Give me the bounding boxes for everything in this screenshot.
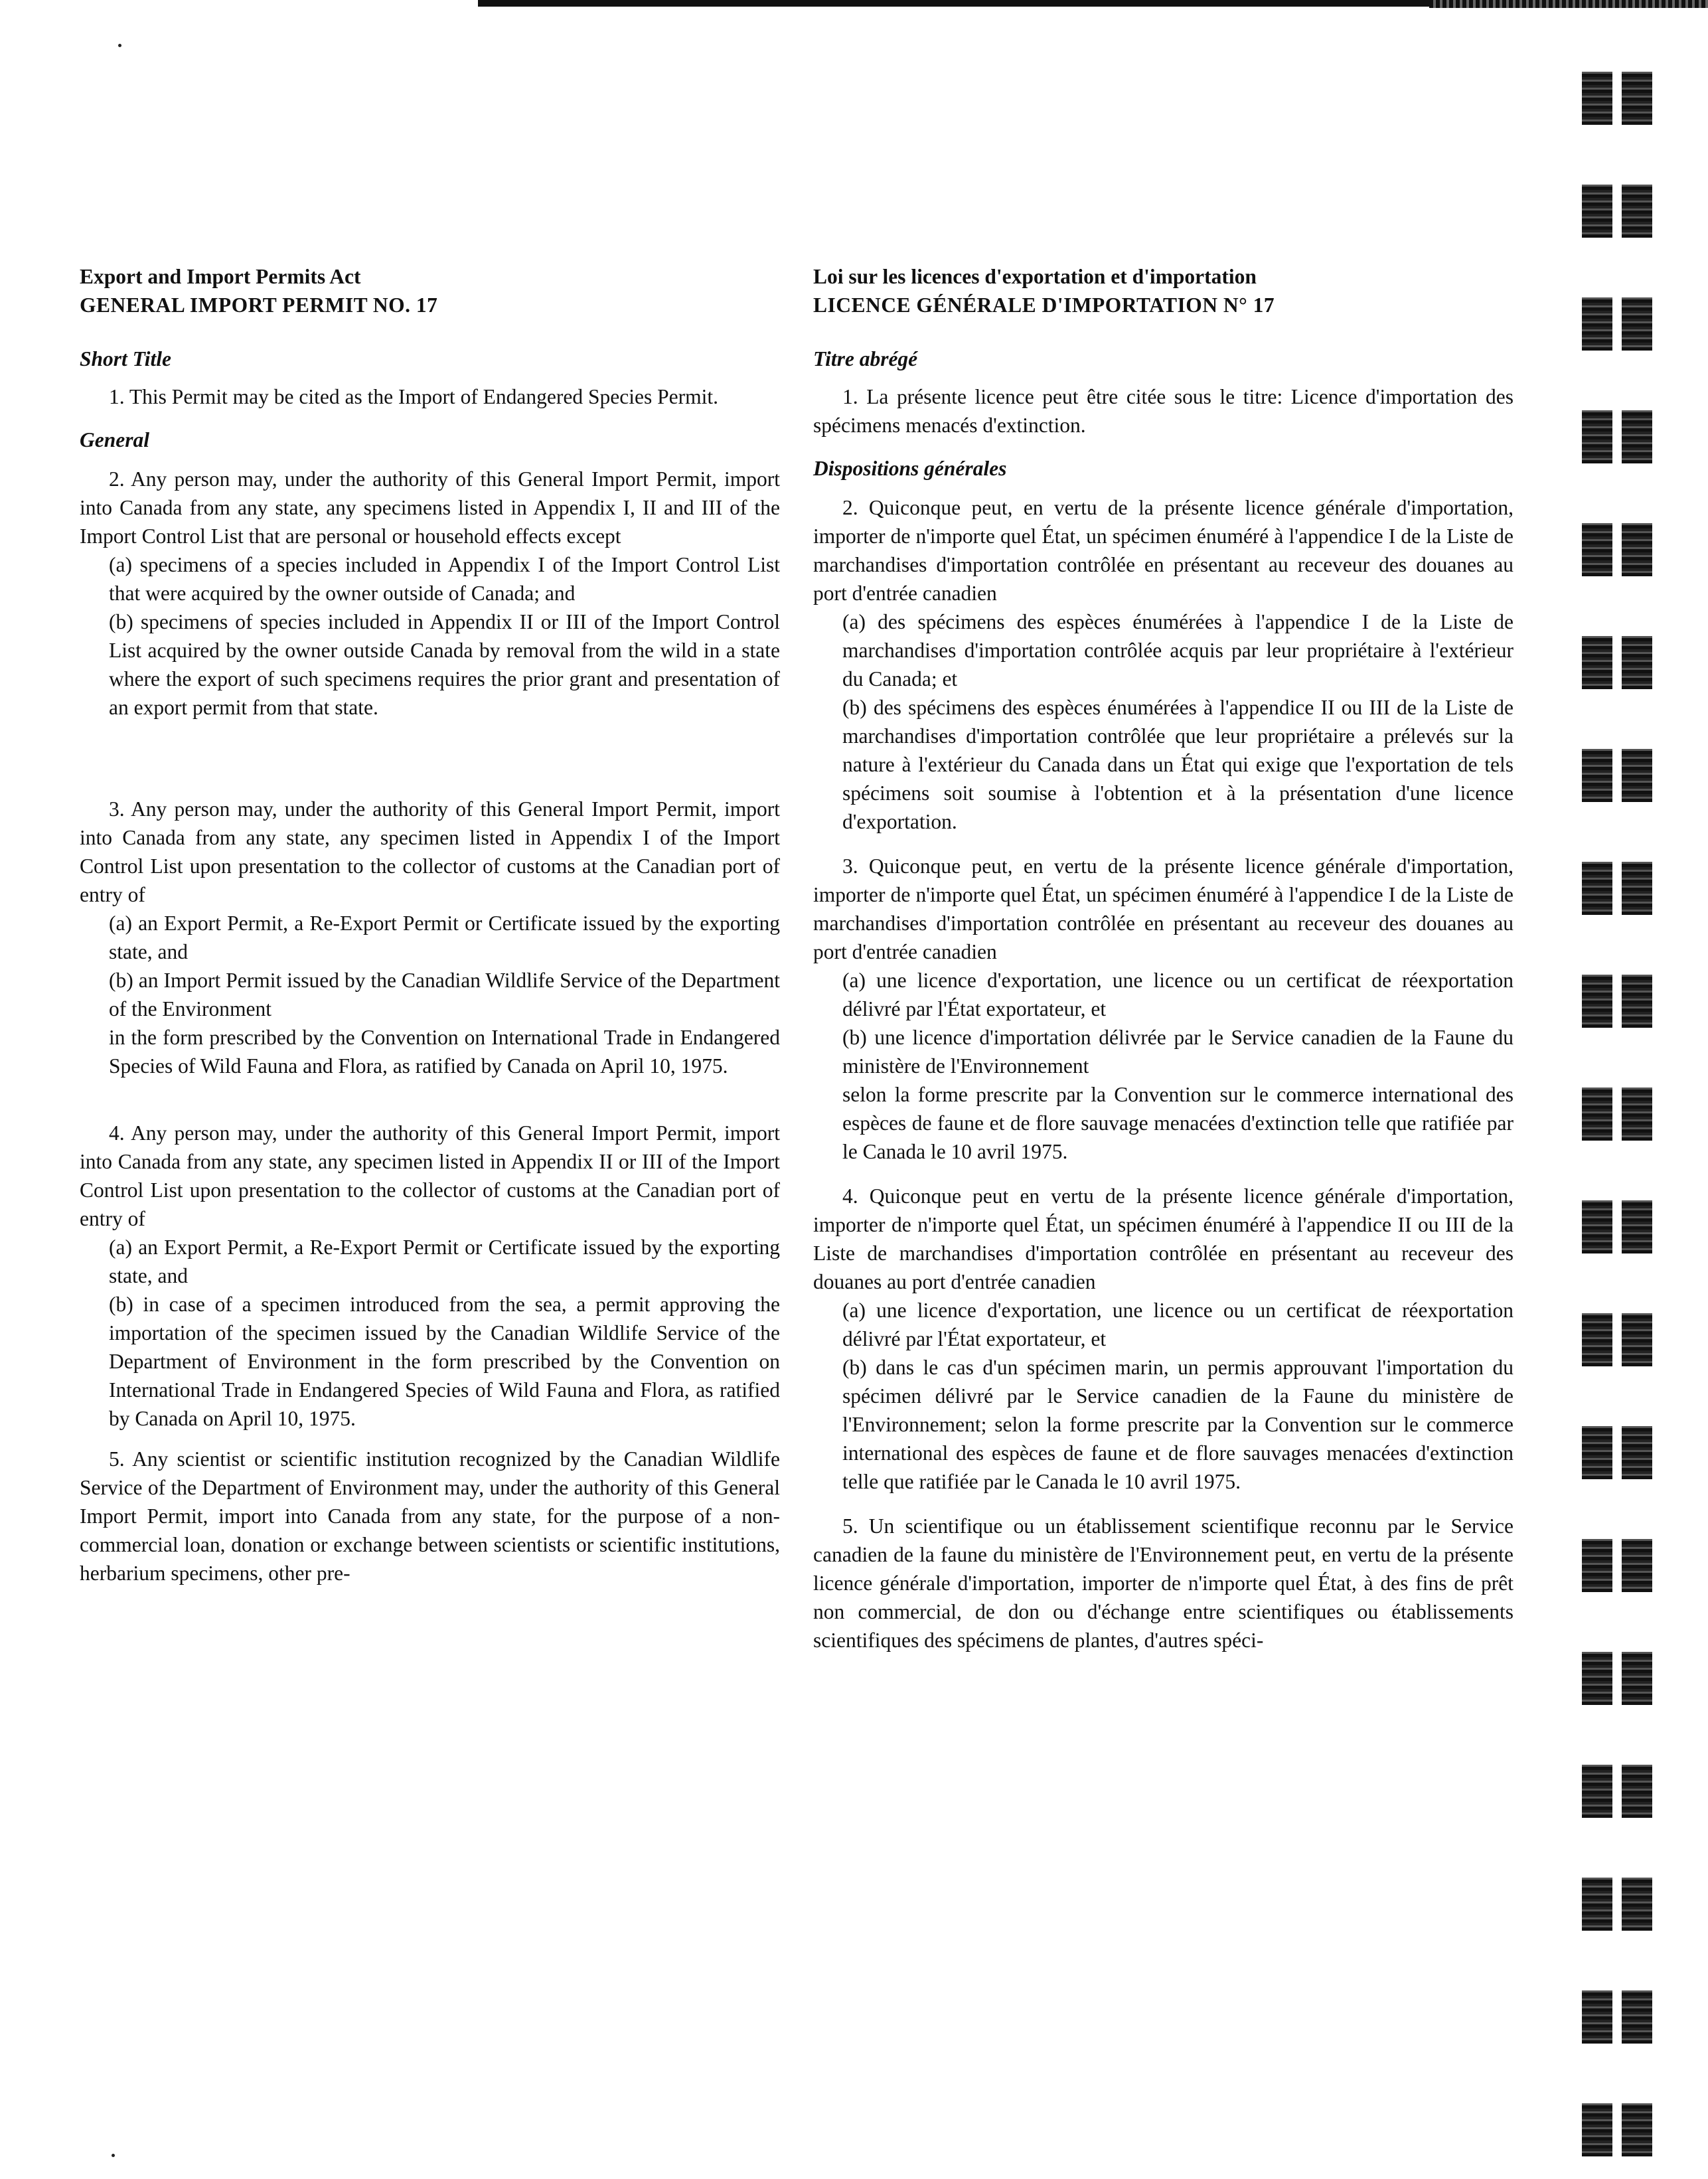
binding-ring — [1582, 2103, 1655, 2156]
short-title-heading: Short Title — [80, 347, 171, 370]
section-4: 4. Quiconque peut en vertu de la présente licence générale d'importation, importer de n'importe quel État, un spécimen énuméré à l'appendice II ou III de la Liste de marchandises d'importation contrôlée en présentant au receveur des douanes au port d'entrée canadien — [813, 1184, 1514, 1293]
section-4-b: (b) dans le cas d'un spécimen marin, un permis approuvant l'importation du spécimen délivré par le Service canadien de la Faune du ministère de l'Environnement; selon la forme prescrite par la Convention sur le commerce international des espèces de faune et de flore sauvages menacées d'extinction telle que ratifiée par le Canada le 10 avril 1975. — [842, 1356, 1514, 1493]
section-3-b: (b) an Import Permit issued by the Canadian Wildlife Service of the Department of the Environment — [109, 969, 780, 1020]
section-3-a: (a) an Export Permit, a Re-Export Permit or Certificate issued by the exporting state, and — [109, 912, 780, 963]
section-2-b: (b) des spécimens des espèces énumérées à l'appendice II ou III de la Liste de marchandises d'importation contrôlée que leur propriétaire a prélevés sur la nature à l'extérieur du Canada dans un État qui exige que l'exportation de tels spécimens soit soumise à l'obtention et à la présentation d'une licence d'exportation. — [842, 696, 1514, 833]
general-heading: General — [80, 428, 149, 451]
section-5: 5. Any scientist or scientific institution recognized by the Canadian Wildlife Service of the Department of Environment may, under the authority of this General Import Permit, import into Canada from any state, for the purpose of a non-commercial loan, donation or exchange between scientists or scientific institutions, herbarium specimens, other pre- — [80, 1447, 780, 1585]
section-4: 4. Any person may, under the authority of this General Import Permit, import into Canada from any state, any specimen listed in Appendix II or III of the Import Control List upon presentation to the collector of customs at the Canadian port of entry of — [80, 1121, 780, 1230]
binding-ring — [1582, 1878, 1655, 1931]
spiral-binding — [1579, 0, 1708, 2179]
section-3: 3. Quiconque peut, en vertu de la présente licence générale d'importation, importer de n'importe quel État, un spécimen énuméré à l'appendice I de la Liste de marchandises d'importation contrôlée en présentant au receveur des douanes au port d'entrée canadien — [813, 854, 1514, 963]
section-3: 3. Any person may, under the authority of this General Import Permit, import into Canada from any state, any specimen listed in Appendix I of the Import Control List upon presentation to the collector of customs at the Canadian port of entry of — [80, 797, 780, 906]
section-1: 1. La présente licence peut être citée sous le titre: Licence d'importation des spécimens menacés d'extinction. — [813, 385, 1514, 437]
section-3-a: (a) une licence d'exportation, une licence ou un certificat de réexportation délivré par l'État exportateur, et — [842, 969, 1514, 1020]
section-4-a: (a) an Export Permit, a Re-Export Permit or Certificate issued by the exporting state, and — [109, 1236, 780, 1287]
section-2: 2. Quiconque peut, en vertu de la présente licence générale d'importation, importer de n'importe quel État, un spécimen énuméré à l'appendice I de la Liste de marchandises d'importation contrôlée en présentant au receveur des douanes au port d'entrée canadien — [813, 496, 1514, 605]
binding-ring — [1582, 1539, 1655, 1592]
binding-ring — [1582, 1088, 1655, 1141]
binding-ring — [1582, 523, 1655, 576]
binding-ring — [1582, 1765, 1655, 1818]
binding-ring — [1582, 1200, 1655, 1253]
binding-ring — [1582, 72, 1655, 125]
section-2-a: (a) des spécimens des espèces énumérées à l'appendice I de la Liste de marchandises d'importation contrôlée acquis par leur propriétaire à l'extérieur du Canada; et — [842, 610, 1514, 690]
binding-ring — [1582, 749, 1655, 802]
french-column — [813, 262, 1514, 1654]
binding-ring — [1582, 862, 1655, 915]
binding-ring — [1582, 1652, 1655, 1705]
permit-title: GENERAL IMPORT PERMIT NO. 17 — [80, 293, 438, 317]
scan-speck — [118, 44, 121, 47]
binding-ring — [1582, 297, 1655, 351]
binding-ring — [1582, 975, 1655, 1028]
act-title: Loi sur les licences d'exportation et d'importation — [813, 265, 1257, 288]
section-3-tail: in the form prescribed by the Convention on International Trade in Endangered Species of Wild Fauna and Flora, as ratified by Canada on April 10, 1975. — [109, 1026, 780, 1078]
general-heading: Dispositions générales — [813, 457, 1007, 480]
binding-ring — [1582, 636, 1655, 689]
binding-ring — [1582, 185, 1655, 238]
section-3-b: (b) une licence d'importation délivrée par le Service canadien de la Faune du ministère de l'Environnement — [842, 1026, 1514, 1078]
section-4-a: (a) une licence d'exportation, une licence ou un certificat de réexportation délivré par l'État exportateur, et — [842, 1299, 1514, 1350]
english-column — [80, 262, 780, 1587]
short-title-heading: Titre abrégé — [813, 347, 918, 370]
section-1: 1. This Permit may be cited as the Import of Endangered Species Permit. — [109, 385, 718, 408]
section-3-tail: selon la forme prescrite par la Convention sur le commerce international des espèces de faune et de flore sauvage menacées d'extinction telle que ratifiée par le Canada le 10 avril 1975. — [842, 1083, 1514, 1163]
binding-ring — [1582, 1313, 1655, 1366]
section-2: 2. Any person may, under the authority of this General Import Permit, import into Canada from any state, any specimens listed in Appendix I, II and III of the Import Control List that are personal or household effects except — [80, 467, 780, 548]
scan-top-edge — [478, 0, 1708, 7]
section-4-b: (b) in case of a specimen introduced from the sea, a permit approving the importation of the specimen issued by the Canadian Wildlife Service of the Department of Environment in the form prescribed by the Convention on International Trade in Endangered Species of Wild Fauna and Flora, as ratified by Canada on April 10, 1975. — [109, 1293, 780, 1430]
section-2-b: (b) specimens of species included in Appendix II or III of the Import Control List acquired by the owner outside Canada by removal from the wild in a state where the export of such specimens requires the prior grant and presentation of an export permit from that state. — [109, 610, 780, 719]
section-2-a: (a) specimens of a species included in Appendix I of the Import Control List that were acquired by the owner outside of Canada; and — [109, 553, 780, 605]
binding-ring — [1582, 1426, 1655, 1479]
scan-speck — [112, 2154, 115, 2157]
binding-ring — [1582, 1990, 1655, 2044]
act-title: Export and Import Permits Act — [80, 265, 361, 288]
section-5: 5. Un scientifique ou un établissement scientifique reconnu par le Service canadien de la faune du ministère de l'Environnement peut, en vertu de la présente licence générale d'importation, importer de n'importe quel État, à des fins de prêt non commercial, de don ou d'échange entre scientifiques ou établissements scientifiques des spécimens de plantes, d'autres spéci- — [813, 1514, 1514, 1652]
binding-ring — [1582, 410, 1655, 463]
permit-title: LICENCE GÉNÉRALE D'IMPORTATION N° 17 — [813, 293, 1275, 317]
